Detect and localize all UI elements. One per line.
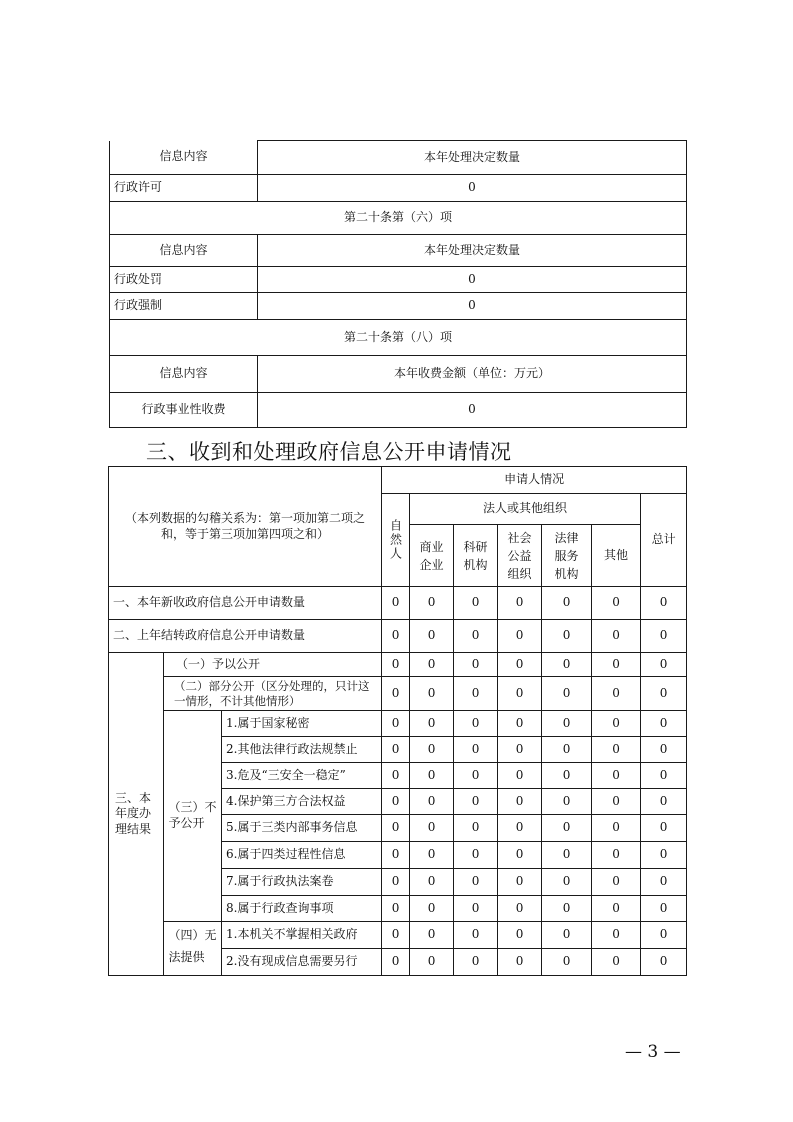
results-label: 三、本年度办理结果 bbox=[109, 653, 164, 976]
row-label: 2.其他法律行政法规禁止 bbox=[222, 737, 382, 763]
cell: 0 bbox=[454, 842, 498, 869]
header-info-content: 信息内容 bbox=[110, 141, 258, 175]
table-row bbox=[109, 922, 687, 949]
row-label: 一、本年新收政府信息公开申请数量 bbox=[109, 587, 382, 620]
cell: 0 bbox=[641, 842, 687, 869]
row-label: 5.属于三类内部事务信息 bbox=[222, 815, 382, 842]
row-label: 4.保护第三方合法权益 bbox=[222, 789, 382, 815]
cell: 0 bbox=[454, 711, 498, 737]
cell: 0 bbox=[382, 653, 410, 677]
disclosure-decisions-table bbox=[109, 140, 687, 428]
table-row bbox=[109, 620, 687, 653]
cell: 0 bbox=[641, 896, 687, 922]
section-title-item-8: 第二十条第（八）项 bbox=[110, 320, 687, 356]
cell: 0 bbox=[498, 587, 542, 620]
natural-person-header: 自然人 bbox=[382, 494, 410, 587]
row-value-admin-license: 0 bbox=[258, 175, 687, 202]
header-info-content: 信息内容 bbox=[110, 356, 258, 393]
cell: 0 bbox=[454, 653, 498, 677]
row-label: （一）予以公开 bbox=[164, 653, 382, 677]
cell: 0 bbox=[454, 763, 498, 789]
table-row bbox=[109, 711, 687, 737]
unable-label: （四）无法提供 bbox=[164, 922, 222, 976]
row-label-admin-license: 行政许可 bbox=[110, 175, 258, 202]
header-fee-amount: 本年收费金额（单位：万元） bbox=[258, 356, 687, 393]
cell: 0 bbox=[410, 869, 454, 896]
cell: 0 bbox=[410, 653, 454, 677]
cell: 0 bbox=[542, 869, 592, 896]
cell: 0 bbox=[542, 842, 592, 869]
cell: 0 bbox=[641, 869, 687, 896]
cell: 0 bbox=[382, 789, 410, 815]
cell: 0 bbox=[382, 949, 410, 976]
cell: 0 bbox=[498, 677, 542, 711]
org-col-legal-service: 法律服务机构 bbox=[542, 525, 592, 587]
cell: 0 bbox=[542, 763, 592, 789]
cell: 0 bbox=[382, 763, 410, 789]
cell: 0 bbox=[382, 815, 410, 842]
cell: 0 bbox=[498, 737, 542, 763]
cell: 0 bbox=[641, 815, 687, 842]
cell: 0 bbox=[542, 896, 592, 922]
cell: 0 bbox=[641, 763, 687, 789]
org-col-research: 科研机构 bbox=[454, 525, 498, 587]
cell: 0 bbox=[498, 763, 542, 789]
section-heading: 三、收到和处理政府信息公开申请情况 bbox=[146, 440, 512, 464]
cell: 0 bbox=[382, 922, 410, 949]
cell: 0 bbox=[641, 789, 687, 815]
cell: 0 bbox=[454, 587, 498, 620]
cell: 0 bbox=[498, 922, 542, 949]
cell: 0 bbox=[641, 737, 687, 763]
cell: 0 bbox=[592, 711, 641, 737]
cell: 0 bbox=[382, 620, 410, 653]
cell: 0 bbox=[592, 737, 641, 763]
row-label: 1.属于国家秘密 bbox=[222, 711, 382, 737]
cell: 0 bbox=[641, 587, 687, 620]
cell: 0 bbox=[542, 815, 592, 842]
cell: 0 bbox=[641, 949, 687, 976]
cell: 0 bbox=[498, 620, 542, 653]
cell: 0 bbox=[498, 949, 542, 976]
row-label: 3.危及“三安全一稳定” bbox=[222, 763, 382, 789]
table-row bbox=[109, 587, 687, 620]
cell: 0 bbox=[542, 949, 592, 976]
cell: 0 bbox=[410, 789, 454, 815]
cell: 0 bbox=[382, 677, 410, 711]
cell: 0 bbox=[592, 587, 641, 620]
cell: 0 bbox=[498, 653, 542, 677]
cell: 0 bbox=[410, 815, 454, 842]
cell: 0 bbox=[410, 677, 454, 711]
table-row bbox=[109, 677, 687, 711]
org-col-social-welfare: 社会公益组织 bbox=[498, 525, 542, 587]
cell: 0 bbox=[592, 896, 641, 922]
cell: 0 bbox=[454, 815, 498, 842]
cell: 0 bbox=[382, 842, 410, 869]
cell: 0 bbox=[454, 620, 498, 653]
cell: 0 bbox=[454, 677, 498, 711]
cell: 0 bbox=[454, 737, 498, 763]
cell: 0 bbox=[641, 620, 687, 653]
cell: 0 bbox=[542, 587, 592, 620]
cell: 0 bbox=[410, 922, 454, 949]
cell: 0 bbox=[410, 587, 454, 620]
cell: 0 bbox=[382, 737, 410, 763]
cell: 0 bbox=[382, 896, 410, 922]
cell: 0 bbox=[641, 677, 687, 711]
cell: 0 bbox=[592, 677, 641, 711]
header-info-content: 信息内容 bbox=[110, 235, 258, 267]
cell: 0 bbox=[641, 922, 687, 949]
header-decision-count: 本年处理决定数量 bbox=[258, 235, 687, 267]
cell: 0 bbox=[454, 869, 498, 896]
cell: 0 bbox=[498, 896, 542, 922]
row-label: 6.属于四类过程性信息 bbox=[222, 842, 382, 869]
cell: 0 bbox=[454, 949, 498, 976]
row-label: （二）部分公开（区分处理的，只计这一情形，不计其他情形） bbox=[164, 677, 382, 711]
cell: 0 bbox=[454, 922, 498, 949]
table-row bbox=[109, 653, 687, 677]
cell: 0 bbox=[454, 789, 498, 815]
cell: 0 bbox=[410, 896, 454, 922]
cell: 0 bbox=[410, 620, 454, 653]
cell: 0 bbox=[410, 711, 454, 737]
row-label: 1.本机关不掌握相关政府 bbox=[222, 922, 382, 949]
header-decision-count: 本年处理决定数量 bbox=[258, 141, 687, 175]
cell: 0 bbox=[410, 763, 454, 789]
requests-table bbox=[108, 466, 687, 976]
cell: 0 bbox=[641, 653, 687, 677]
cell: 0 bbox=[542, 653, 592, 677]
org-col-business: 商业企业 bbox=[410, 525, 454, 587]
row-value-admin-fees: 0 bbox=[258, 393, 687, 428]
section-title-item-6: 第二十条第（六）项 bbox=[110, 202, 687, 235]
cell: 0 bbox=[592, 842, 641, 869]
row-label-admin-fees: 行政事业性收费 bbox=[110, 393, 258, 428]
cell: 0 bbox=[542, 677, 592, 711]
cell: 0 bbox=[498, 869, 542, 896]
org-header: 法人或其他组织 bbox=[410, 494, 641, 525]
cell: 0 bbox=[592, 922, 641, 949]
row-value-admin-penalty: 0 bbox=[258, 267, 687, 293]
row-label: 二、上年结转政府信息公开申请数量 bbox=[109, 620, 382, 653]
cell: 0 bbox=[542, 620, 592, 653]
cell: 0 bbox=[592, 653, 641, 677]
cell: 0 bbox=[592, 815, 641, 842]
row-label-admin-penalty: 行政处罚 bbox=[110, 267, 258, 293]
cell: 0 bbox=[454, 896, 498, 922]
not-open-label: （三）不予公开 bbox=[164, 711, 222, 922]
cell: 0 bbox=[498, 842, 542, 869]
row-label: 8.属于行政查询事项 bbox=[222, 896, 382, 922]
cell: 0 bbox=[592, 789, 641, 815]
total-header: 总计 bbox=[641, 494, 687, 587]
cell: 0 bbox=[410, 949, 454, 976]
applicant-header: 申请人情况 bbox=[382, 467, 687, 494]
cell: 0 bbox=[592, 869, 641, 896]
cell: 0 bbox=[382, 869, 410, 896]
row-label-admin-enforcement: 行政强制 bbox=[110, 293, 258, 320]
row-label: 2.没有现成信息需要另行 bbox=[222, 949, 382, 976]
cell: 0 bbox=[542, 737, 592, 763]
table-note: （本列数据的勾稽关系为：第一项加第二项之和，等于第三项加第四项之和） bbox=[109, 467, 382, 587]
cell: 0 bbox=[641, 711, 687, 737]
cell: 0 bbox=[498, 789, 542, 815]
cell: 0 bbox=[592, 620, 641, 653]
row-label: 7.属于行政执法案卷 bbox=[222, 869, 382, 896]
row-value-admin-enforcement: 0 bbox=[258, 293, 687, 320]
page-number: — 3 — bbox=[625, 1042, 681, 1062]
cell: 0 bbox=[410, 842, 454, 869]
cell: 0 bbox=[592, 949, 641, 976]
cell: 0 bbox=[542, 711, 592, 737]
cell: 0 bbox=[542, 789, 592, 815]
cell: 0 bbox=[542, 922, 592, 949]
cell: 0 bbox=[382, 711, 410, 737]
cell: 0 bbox=[498, 815, 542, 842]
cell: 0 bbox=[382, 587, 410, 620]
cell: 0 bbox=[410, 737, 454, 763]
cell: 0 bbox=[592, 763, 641, 789]
cell: 0 bbox=[498, 711, 542, 737]
org-col-other: 其他 bbox=[592, 525, 641, 587]
